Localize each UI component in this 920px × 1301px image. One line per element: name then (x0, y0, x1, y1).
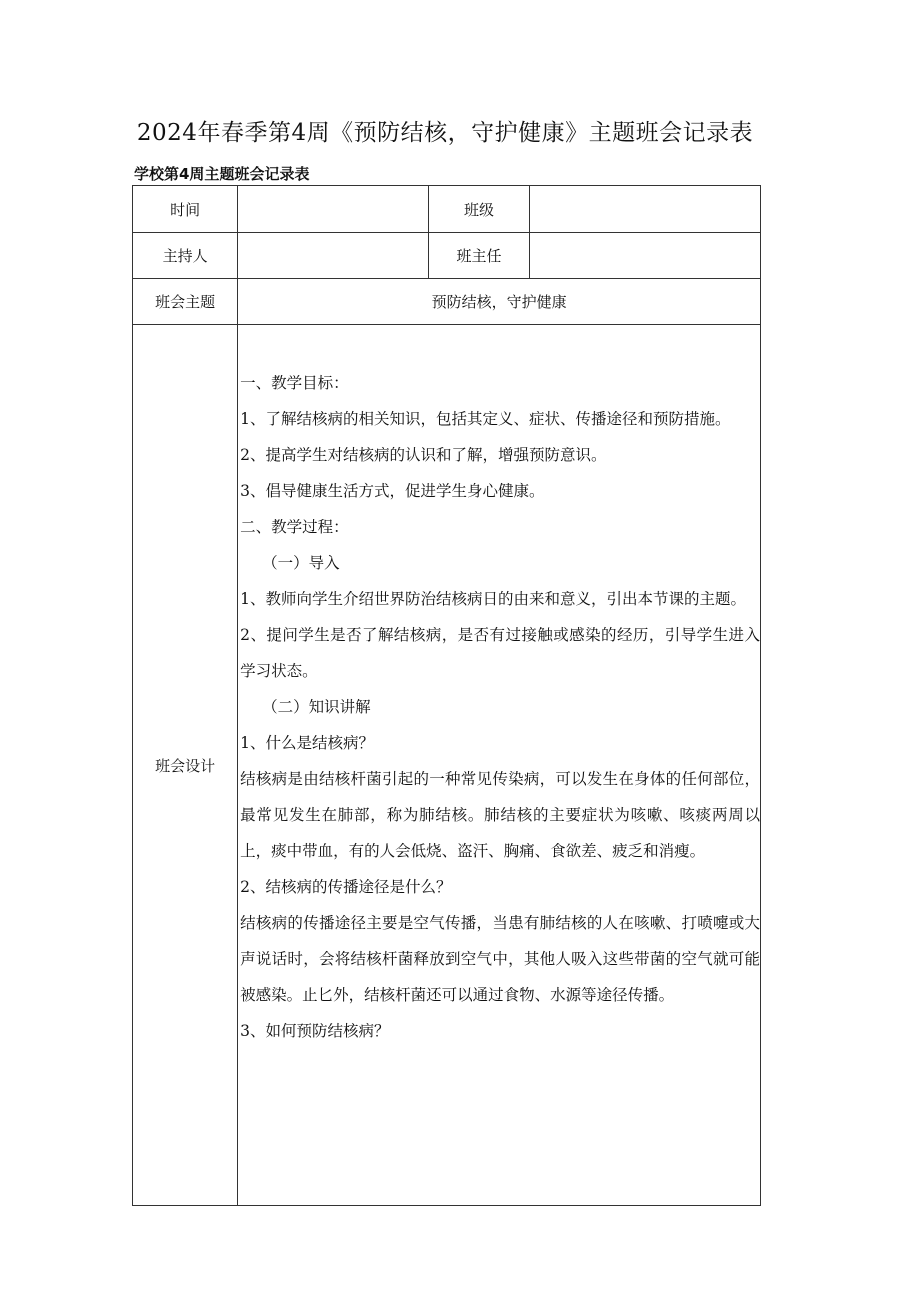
design-paragraph: 结核病的传播途径主要是空气传播，当患有肺结核的人在咳嗽、打喷嚏或大声说话时，会将结核杆菌释放到空气中，其他人吸入这些带菌的空气就可能被感染。止匕外，结核杆菌还可以通过食物、水源等途径传播。 (240, 914, 760, 1004)
design-paragraph: 3、如何预防结核病？ (240, 1022, 390, 1040)
design-paragraph: 1、什么是结核病？ (240, 734, 375, 752)
host-label: 主持人 (133, 233, 238, 279)
design-content (238, 325, 761, 1206)
design-paragraph: 结核病是由结核杆菌引起的一种常见传染病，可以发生在身体的任何部位，最常见发生在肺部，称为肺结核。肺结核的主要症状为咳嗽、咳痰两周以上，痰中带血，有的人会低烧、盗汗、胸痛、食欲差、疲乏和消瘦。 (240, 770, 760, 860)
design-paragraph: 2、结核病的传播途径是什么？ (240, 878, 452, 896)
design-paragraph: 1、了解结核病的相关知识，包括其定义、症状、传播途径和预防措施。 (240, 410, 731, 428)
design-paragraph: 2、提高学生对结核病的认识和了解，增强预防意识。 (240, 446, 607, 464)
head-teacher-value (529, 233, 760, 279)
design-paragraph: 2、提问学生是否了解结核病，是否有过接触或感染的经历，引导学生进入学习状态。 (240, 626, 760, 680)
time-value (238, 186, 429, 233)
design-label: 班会设计 (133, 325, 238, 1206)
design-paragraph: （二）知识讲解 (262, 698, 371, 716)
design-paragraph: 二、教学过程： (240, 518, 349, 536)
table-row (133, 233, 761, 279)
design-paragraph: 1、教师向学生介绍世界防治结核病日的由来和意义，引出本节课的主题。 (240, 590, 747, 608)
host-value (238, 233, 429, 279)
head-teacher-label: 班主任 (429, 233, 529, 279)
theme-label: 班会主题 (133, 279, 238, 325)
design-paragraph: 3、倡导健康生活方式，促进学生身心健康。 (240, 482, 545, 500)
table-row (133, 186, 761, 233)
class-value (529, 186, 760, 233)
record-table (132, 185, 761, 1206)
theme-value: 预防结核，守护健康 (238, 279, 761, 325)
design-paragraph: 一、教学目标： (240, 374, 349, 392)
document-title: 2024年春季第4周《预防结核，守护健康》主题班会记录表 (136, 120, 754, 146)
class-label: 班级 (429, 186, 529, 233)
time-label: 时间 (133, 186, 238, 233)
table-row (133, 325, 761, 1206)
table-caption: 学校第4周主题班会记录表 (134, 165, 310, 183)
design-paragraph: （一）导入 (262, 554, 340, 572)
table-row (133, 279, 761, 325)
